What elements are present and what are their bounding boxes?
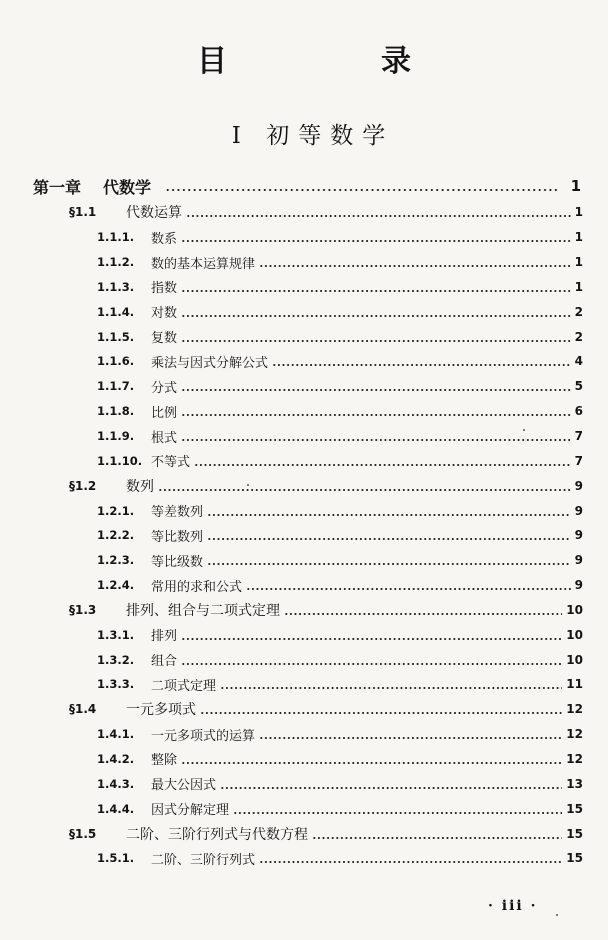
toc-entry-label: 代数学 [103,177,152,197]
toc-entry-number: 1.1.2. [97,255,135,270]
toc-entry-sub [0,399,608,424]
dot-leader [181,380,571,394]
toc-entry-chapter [0,172,608,200]
toc-entry-page: 9 [574,503,583,518]
dot-leader [200,703,562,717]
toc-entry-sub [0,250,608,275]
toc-entry-page: 2 [574,304,583,319]
toc-entry-number: 1.5.1. [97,851,135,866]
dot-leader [158,480,571,494]
dot-leader [181,331,571,345]
dot-leader [220,678,562,692]
toc-entry-label: 数的基本运算规律 [151,256,256,272]
toc-entry-number: §1.2 [69,478,97,493]
toc-entry-page: 7 [574,429,583,444]
toc-entry-sub [0,448,608,473]
toc-entry-number: 1.2.4. [97,578,135,593]
toc-entry-label: 等比级数 [151,554,204,570]
toc-entry-number: 1.3.3. [97,677,135,692]
toc-entry-number: 1.1.4. [97,304,135,319]
toc-entry-page: 15 [566,801,583,816]
toc-entry-sub [0,672,608,697]
dot-leader [259,256,571,270]
toc-entry-number: 1.3.2. [97,652,135,667]
toc-entry-label: 二阶、三阶行列式与代数方程 [126,826,308,843]
toc-entry-sub [0,548,608,573]
toc-entry-label: 复数 [151,331,178,347]
toc-entry-label: 二阶、三阶行列式 [151,852,256,868]
toc-entry-label: 对数 [151,306,178,322]
toc-entry-page: 1 [570,177,581,195]
toc-entry-number: 1.2.1. [97,503,135,518]
toc-entry-label: 等差数列 [151,505,204,521]
toc-entry-number: 1.2.2. [97,528,135,543]
toc-entry-label: 等比数列 [151,529,204,545]
toc-entry-section [0,200,608,225]
toc-entry-section [0,697,608,722]
toc-entry-label: 整除 [151,753,178,769]
toc-entry-page: 11 [566,677,583,692]
toc-entry-label: 比例 [151,405,178,421]
toc-entry-sub [0,424,608,449]
toc-entry-number: 1.4.3. [97,776,135,791]
toc-entry-number: §1.5 [69,826,97,841]
toc-entry-label: 因式分解定理 [151,803,230,819]
toc-entry-section [0,473,608,498]
dot-leader [259,852,562,866]
toc-entry-page: 12 [566,751,583,766]
toc-entry-section [0,821,608,846]
toc-entry-page: 9 [574,528,583,543]
toc-entry-sub [0,796,608,821]
toc-entry-page: 6 [574,404,583,419]
toc-entry-sub [0,771,608,796]
dot-leader [207,554,571,568]
toc-entry-section [0,598,608,623]
toc-entry-sub [0,374,608,399]
print-speck [556,914,558,916]
toc-entry-page: 12 [566,702,583,717]
dot-leader [165,180,559,194]
toc-entry-page: 9 [574,553,583,568]
toc-entry-page: 15 [566,851,583,866]
toc-entry-page: 15 [566,826,583,841]
toc-entry-page: 2 [574,329,583,344]
dot-leader [207,505,571,519]
toc-entry-sub [0,573,608,598]
toc-entry-sub [0,622,608,647]
toc-entry-label: 乘法与因式分解公式 [151,355,269,371]
dot-leader [181,306,571,320]
toc-entry-page: 10 [566,652,583,667]
toc-entry-sub [0,225,608,250]
toc-entry-sub [0,299,608,324]
toc-entry-number: 1.1.10. [97,453,143,468]
toc-entry-label: 组合 [151,654,178,670]
table-of-contents [0,172,608,871]
part-title: I 初等数学 [231,123,395,149]
toc-entry-number: 1.1.7. [97,379,135,394]
toc-entry-page: 1 [574,230,583,245]
dot-leader [181,654,562,668]
toc-entry-number: 1.1.8. [97,404,135,419]
toc-entry-label: 不等式 [151,455,191,471]
toc-entry-label: 排列 [151,629,178,645]
toc-entry-number: 1.1.1. [97,230,135,245]
toc-entry-number: §1.3 [69,602,97,617]
dot-leader [186,206,571,220]
toc-entry-page: 1 [574,205,583,220]
toc-entry-sub [0,647,608,672]
dot-leader [181,753,562,767]
toc-entry-number: §1.4 [69,702,97,717]
toc-entry-page: 7 [574,453,583,468]
toc-entry-label: 指数 [151,281,178,297]
toc-entry-page: 1 [574,279,583,294]
toc-entry-label: 一元多项式 [126,702,196,719]
dot-leader [220,778,562,792]
toc-entry-sub [0,846,608,871]
toc-entry-label: 一元多项式的运算 [151,728,256,744]
toc-entry-label: 数系 [151,231,178,247]
toc-entry-sub [0,349,608,374]
dot-leader [181,281,571,295]
dot-leader [259,728,562,742]
toc-entry-number: 1.1.3. [97,279,135,294]
toc-entry-label: 分式 [151,380,178,396]
toc-entry-sub [0,498,608,523]
toc-entry-number: 1.4.4. [97,801,135,816]
toc-entry-sub [0,324,608,349]
toc-entry-page: 13 [566,776,583,791]
toc-entry-page: 5 [574,379,583,394]
toc-entry-label: 代数运算 [126,205,182,222]
toc-entry-number: 1.1.5. [97,329,135,344]
toc-entry-number: §1.1 [69,205,97,220]
dot-leader [181,629,562,643]
toc-entry-sub [0,523,608,548]
dot-leader [181,430,571,444]
dot-leader [272,355,571,369]
toc-entry-page: 10 [566,602,583,617]
toc-entry-number: 1.1.9. [97,429,135,444]
dot-leader [233,803,562,817]
page-title: 目 录 [197,44,473,79]
toc-entry-label: 排列、组合与二项式定理 [126,602,280,619]
page-number-footer: · iii · [488,898,538,914]
dot-leader [312,828,562,842]
toc-entry-number: 1.2.3. [97,553,135,568]
toc-entry-page: 1 [574,255,583,270]
dot-leader [246,579,571,593]
toc-entry-number: 1.1.6. [97,354,135,369]
toc-entry-page: 9 [574,578,583,593]
print-speck [523,429,525,431]
print-speck [247,484,249,486]
toc-entry-label: 二项式定理 [151,678,217,694]
toc-entry-sub [0,747,608,772]
toc-entry-page: 12 [566,727,583,742]
dot-leader [284,604,562,618]
toc-entry-number: 第一章 [33,177,82,197]
toc-entry-sub [0,275,608,300]
dot-leader [194,455,571,469]
toc-entry-page: 4 [574,354,583,369]
toc-entry-label: 数列 [126,478,154,495]
dot-leader [181,405,571,419]
toc-entry-number: 1.4.2. [97,751,135,766]
toc-entry-sub [0,722,608,747]
toc-entry-label: 常用的求和公式 [151,579,243,595]
dot-leader [207,529,571,543]
toc-entry-number: 1.3.1. [97,627,135,642]
toc-entry-label: 最大公因式 [151,778,217,794]
toc-entry-page: 10 [566,627,583,642]
dot-leader [181,231,571,245]
toc-entry-label: 根式 [151,430,178,446]
toc-entry-number: 1.4.1. [97,727,135,742]
toc-entry-page: 9 [574,478,583,493]
